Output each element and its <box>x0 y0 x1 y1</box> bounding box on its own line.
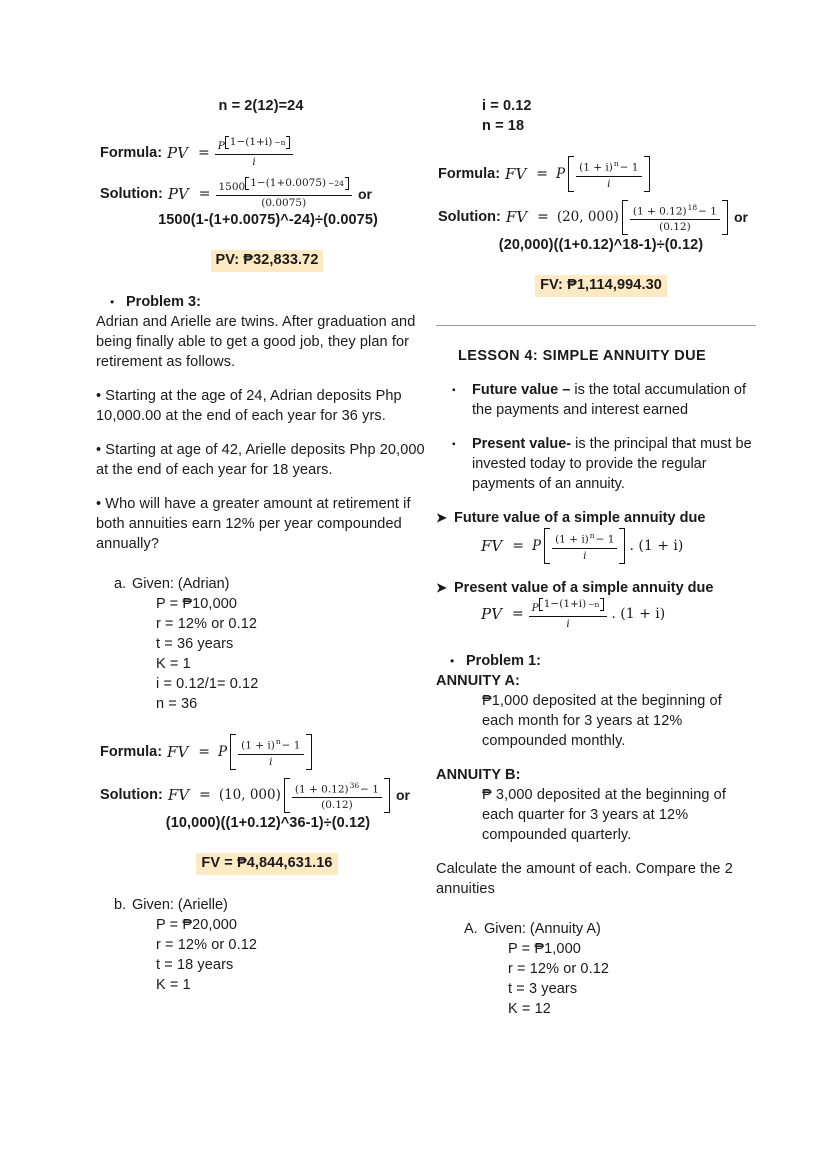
fv-due-heading: Future value of a simple annuity due <box>454 510 706 526</box>
right-fv-formula-bracket <box>568 156 649 192</box>
fv-due-num-sup: n <box>589 531 595 540</box>
right-fv-formula-denominator: i <box>607 177 611 190</box>
given-b-row: r = 12% or 0.12 <box>156 937 258 953</box>
right-fv-formula-coef: P <box>556 165 566 182</box>
lesson-title: LESSON 4: SIMPLE ANNUITY DUE <box>458 348 707 364</box>
pv-due-lhs: PV <box>481 605 502 623</box>
left-fv-solution-bracket <box>284 778 390 814</box>
left-fv-solution-fraction <box>292 779 382 813</box>
pv-solution-numerator <box>216 177 352 196</box>
pv-formula-equals: = <box>197 144 210 161</box>
right-fv-answer-wrap <box>436 275 756 297</box>
right-fv-formula-numerator <box>576 157 641 177</box>
right-fv-solution-bracket <box>622 200 728 236</box>
arrow-bullet-icon: ➤ <box>436 510 447 525</box>
annuity-b-text: ₱ 3,000 deposited at the beginning of each quarter for 3 years at 12% compounded quarterly. <box>482 786 731 843</box>
given-b-row: K = 1 <box>156 977 191 993</box>
fv-due-num-b: − 1 <box>595 533 615 546</box>
pv-due-formula-row <box>436 598 756 631</box>
definition-body <box>472 434 756 494</box>
left-fvs-num-a: (1 + 0.12) <box>294 783 349 795</box>
right-fvs-num-sup: 18 <box>687 202 698 212</box>
pv-formula-row <box>96 136 426 169</box>
right-given-a-heading: Given: (Annuity A) <box>484 920 601 937</box>
left-fv-solution-lhs: FV <box>167 786 190 805</box>
left-fv-solution-numerator <box>292 779 382 799</box>
fv-due-coef: P <box>531 537 542 554</box>
left-fvs-num-b: − 1 <box>360 783 379 795</box>
left-fv-formula-fraction <box>238 735 303 769</box>
left-fv-formula-label: Formula: <box>100 743 163 760</box>
pv-due-heading-row <box>436 578 756 598</box>
pv-due-heading: Present value of a simple annuity due <box>454 579 714 596</box>
pv-due-denominator: i <box>566 617 570 630</box>
left-fv-num-sup: n <box>275 737 281 746</box>
left-fv-formula-bracket <box>230 734 311 770</box>
fv-due-tail: . (1 + i) <box>629 537 684 554</box>
pv-formula-fraction <box>215 136 294 169</box>
pv-solution-equals: = <box>198 185 211 202</box>
left-fv-answer-wrap <box>96 853 426 875</box>
bullet-dot-icon: • <box>450 653 455 668</box>
problem3-heading: Problem 3: <box>126 294 201 310</box>
fv-due-fraction <box>552 529 617 563</box>
pv-solution-denominator: (0.0075) <box>261 197 307 209</box>
right-fv-solution-equals: = <box>537 209 549 226</box>
definition-term: Present value- <box>472 436 572 452</box>
right-fv-num-a: (1 + i) <box>579 161 613 174</box>
annuity-a-label: ANNUITY A: <box>436 672 520 689</box>
pv-due-fraction <box>529 598 608 631</box>
right-fv-num-sup: n <box>613 159 619 168</box>
given-a-heading: Given: (Adrian) <box>132 576 230 592</box>
right-fvs-num-b: − 1 <box>698 205 717 217</box>
right-fv-answer-highlight: FV: ₱1,114,994.30 <box>535 275 667 297</box>
right-fv-solution-denominator: (0.12) <box>659 221 691 233</box>
pv-due-num-sup: −n <box>588 599 600 609</box>
fv-due-numerator <box>552 529 617 549</box>
given-b-marker: b. <box>114 897 127 913</box>
pv-solution-label: Solution: <box>100 185 163 202</box>
pv-formula-num-prefix: P <box>217 140 225 152</box>
pv-formula-lhs: PV <box>167 143 188 162</box>
problem3-point-3: • Who will have a greater amount at retirement if both annuities earn 12% per year compounded annually? <box>96 496 415 552</box>
left-fvs-num-sup: 36 <box>349 780 360 790</box>
right-given-a-marker: A. <box>464 920 478 937</box>
given-a-row: i = 0.12/1= 0.12 <box>156 676 259 692</box>
right-fv-formula-fraction <box>576 157 641 191</box>
fv-due-equals: = <box>512 537 524 554</box>
given-a-row: r = 12% or 0.12 <box>156 616 258 632</box>
right-fv-solution-fraction <box>630 201 720 235</box>
right-fv-formula-row <box>436 156 756 192</box>
given-b-heading: Given: (Arielle) <box>132 897 228 913</box>
right-fv-formula-equals: = <box>536 165 549 182</box>
pv-formula-numerator <box>215 136 294 155</box>
problem3-point-2: • Starting at age of 42, Arielle deposits Php 20,000 at the end of each year for 18 years. <box>96 442 429 478</box>
right-fv-formula-label: Formula: <box>438 165 501 182</box>
given-b-row: P = ₱20,000 <box>156 917 238 933</box>
left-fv-solution-or: or <box>395 787 410 804</box>
annuity-b-label: ANNUITY B: <box>436 766 521 783</box>
given-a-row: P = ₱10,000 <box>156 596 238 612</box>
definition-text: is the principal that must be invested today to provide the regular payments of an annuity. <box>472 436 752 492</box>
definition-term: Future value – <box>472 382 571 398</box>
left-fv-formula-denominator: i <box>269 755 273 768</box>
pv-solution-num-sup: −24 <box>328 179 344 188</box>
fv-due-lhs: FV <box>481 536 503 555</box>
pv-due-num-prefix: P <box>531 601 539 614</box>
pv-solution-row <box>96 177 426 210</box>
fv-due-bracket <box>544 528 625 564</box>
right-given-a-heading-row <box>436 919 756 939</box>
definition-item <box>436 434 756 494</box>
pv-due-tail: . (1 + i) <box>611 606 666 622</box>
square-bullet-icon: ▪ <box>452 439 456 450</box>
square-bullet-icon: ▪ <box>452 385 456 396</box>
right-fv-solution-plain: (20,000)((1+0.12)^18-1)÷(0.12) <box>498 237 704 253</box>
pv-solution-or: or <box>357 185 372 202</box>
pv-solution-fraction <box>216 177 352 210</box>
problem3-intro: Adrian and Arielle are twins. After graduation and being finally able to get a good job, they plan for retirement as follows. <box>96 314 420 370</box>
problem1-heading-row <box>436 651 756 671</box>
left-fv-formula-coef: P <box>218 743 228 760</box>
pv-solution-num-body: 1−(1+0.0075) <box>250 177 327 189</box>
pv-solution-lhs: PV <box>167 184 189 203</box>
left-fv-solution-denominator: (0.12) <box>321 799 353 811</box>
annuity-a-text: ₱1,000 deposited at the beginning of each month for 3 years at 12% compounded monthly. <box>482 692 726 749</box>
pv-formula-denominator: i <box>252 156 256 168</box>
bullet-dot-icon: • <box>110 295 115 309</box>
left-n-line: n = 2(12)=24 <box>218 98 304 114</box>
given-b-heading-row <box>96 895 426 915</box>
problem3-point-1: • Starting at the age of 24, Adrian deposits Php 10,000.00 at the end of each year for 36 yrs. <box>96 388 406 424</box>
fv-due-num-a: (1 + i) <box>555 533 589 546</box>
right-fv-solution-label: Solution: <box>438 209 501 226</box>
right-n-line: n = 18 <box>482 118 525 134</box>
problem3-heading-row <box>96 292 426 312</box>
left-fv-answer-highlight: FV = ₱4,844,631.16 <box>196 853 337 875</box>
pv-answer-highlight: PV: ₱32,833.72 <box>211 250 324 272</box>
pv-due-num-body: 1−(1+i) <box>543 597 587 610</box>
pv-formula-num-sup: −n <box>274 138 286 147</box>
left-fv-solution-equals: = <box>199 787 211 804</box>
right-fv-formula-lhs: FV <box>505 164 527 183</box>
left-fv-solution-label: Solution: <box>100 787 163 804</box>
right-given-a-row: r = 12% or 0.12 <box>508 960 610 977</box>
left-fv-solution-coef: (10, 000) <box>218 787 281 804</box>
pv-formula-num-body: 1−(1+i) <box>229 136 273 148</box>
fv-due-heading-row <box>436 508 756 528</box>
pv-due-equals: = <box>511 606 524 622</box>
right-fv-solution-numerator <box>630 201 720 221</box>
fv-due-denominator: i <box>583 549 587 562</box>
pv-due-numerator <box>529 598 608 617</box>
left-fv-num-b: − 1 <box>281 739 301 752</box>
right-given-a-row: K = 12 <box>508 1000 551 1017</box>
problem1-heading: Problem 1: <box>466 652 541 669</box>
left-fv-formula-lhs: FV <box>167 742 189 761</box>
definition-text: is the total accumulation of the payments and interest earned <box>472 382 747 418</box>
pv-solution-num-prefix: 1500 <box>218 181 246 193</box>
left-fv-formula-equals: = <box>198 743 211 760</box>
given-a-row: n = 36 <box>156 696 198 712</box>
left-fv-solution-plain: (10,000)((1+0.12)^36-1)÷(0.12) <box>165 815 371 831</box>
pv-solution-plain: 1500(1-(1+0.0075)^-24)÷(0.0075) <box>158 212 378 228</box>
left-fv-formula-numerator <box>238 735 303 755</box>
problem1-instruction: Calculate the amount of each. Compare the 2 annuities <box>436 860 738 897</box>
arrow-bullet-icon: ➤ <box>436 579 447 595</box>
left-fv-solution-row <box>96 778 426 814</box>
right-column <box>436 96 756 1019</box>
right-fv-solution-or: or <box>733 209 748 226</box>
right-given-a-row: t = 3 years <box>508 980 578 997</box>
given-a-row: K = 1 <box>156 656 191 672</box>
right-fv-solution-lhs: FV <box>505 208 528 227</box>
right-fvs-num-a: (1 + 0.12) <box>632 205 687 217</box>
right-i-line: i = 0.12 <box>482 98 532 114</box>
given-a-heading-row <box>96 574 426 594</box>
right-fv-solution-coef: (20, 000) <box>556 209 619 226</box>
left-column <box>96 96 429 995</box>
definition-body <box>472 380 756 420</box>
right-fv-num-b: − 1 <box>619 161 639 174</box>
fv-due-formula-row <box>436 528 756 564</box>
given-a-row: t = 36 years <box>156 636 234 652</box>
pv-formula-label: Formula: <box>100 144 163 161</box>
given-a-marker: a. <box>114 576 127 592</box>
left-fv-formula-row <box>96 734 426 770</box>
right-given-a-row: P = ₱1,000 <box>508 940 581 957</box>
right-fv-solution-row <box>436 200 756 236</box>
pv-answer-wrap <box>96 250 426 272</box>
definition-item <box>436 380 756 420</box>
given-b-row: t = 18 years <box>156 957 234 973</box>
left-fv-num-a: (1 + i) <box>241 739 275 752</box>
